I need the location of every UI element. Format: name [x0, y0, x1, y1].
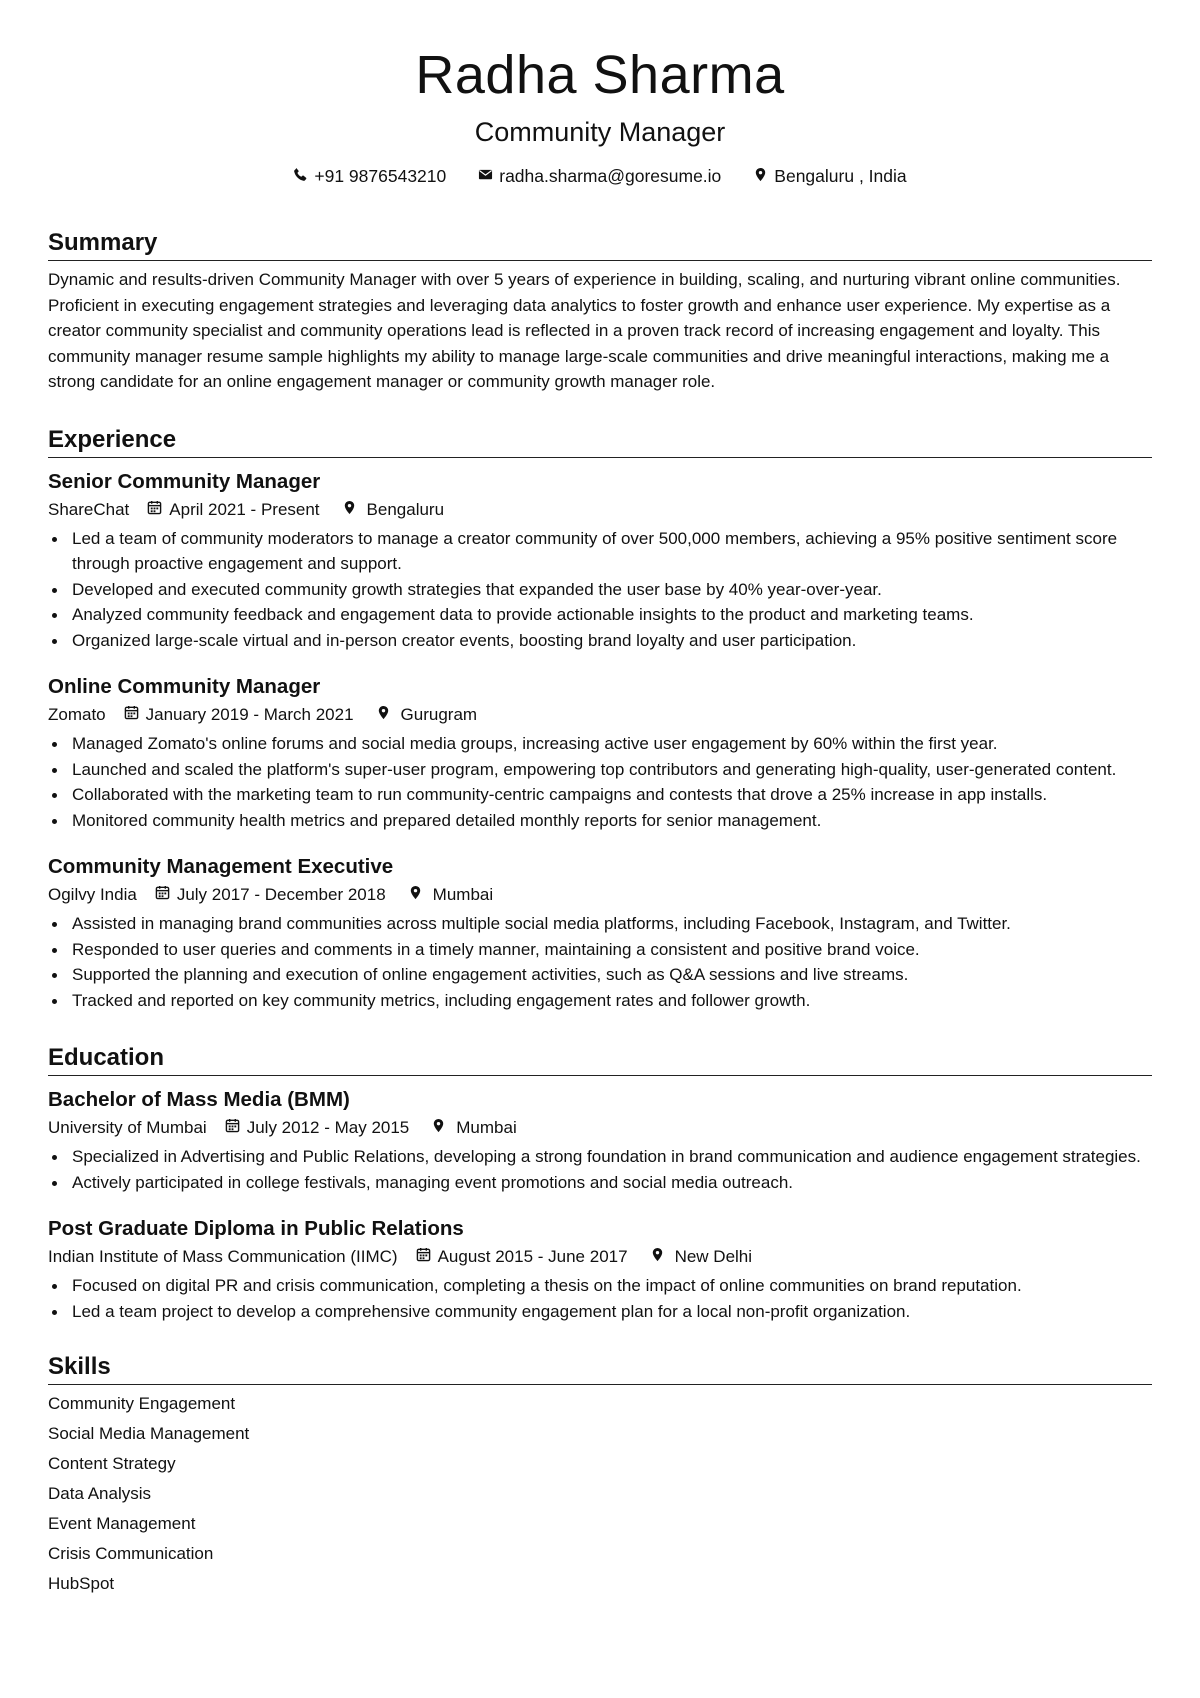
candidate-name: Radha Sharma: [415, 45, 785, 105]
envelope-icon: [478, 164, 493, 188]
company-name: Zomato: [48, 705, 106, 724]
date-range: July 2012 - May 2015: [246, 1118, 410, 1137]
institution-name: University of Mumbai: [48, 1118, 207, 1137]
section-heading-skills: Skills: [48, 1352, 1152, 1385]
contact-phone[interactable]: [293, 164, 446, 188]
education-entry: [48, 1086, 1152, 1195]
job-location: [376, 702, 478, 728]
map-pin-icon: [431, 1115, 446, 1141]
section-heading-education: Education: [48, 1043, 1152, 1076]
company-name: Ogilvy India: [48, 885, 137, 904]
location-text: Gurugram: [400, 705, 478, 724]
experience-entry: [48, 853, 1152, 1013]
list-item: Managed Zomato's online forums and social media groups, increasing active user engagement by 60% within the first year.: [48, 731, 1152, 757]
experience-entry: [48, 673, 1152, 833]
job-meta: [48, 882, 1152, 908]
list-item: Focused on digital PR and crisis communication, completing a thesis on the impact of online communities on brand reputation.: [48, 1273, 1152, 1299]
achievement-list: [48, 1273, 1152, 1324]
achievement-list: [48, 526, 1152, 654]
job-dates: [155, 882, 386, 908]
location-text: New Delhi: [674, 1247, 753, 1266]
education-section: [48, 1043, 1152, 1324]
list-item: Led a team project to develop a comprehensive community engagement plan for a local non-profit organization.: [48, 1299, 1152, 1325]
achievement-list: [48, 1144, 1152, 1195]
calendar-icon: [124, 702, 139, 728]
phone-number: +91 9876543210: [314, 166, 447, 186]
experience-entry: [48, 468, 1152, 654]
list-item: Specialized in Advertising and Public Relations, developing a strong foundation in brand communication and audience engagement strategies.: [48, 1144, 1152, 1170]
job-location: [408, 882, 493, 908]
date-range: April 2021 - Present: [169, 499, 320, 519]
skill-item: Social Media Management: [48, 1424, 250, 1443]
section-heading-experience: Experience: [48, 425, 1152, 458]
institution-name: Indian Institute of Mass Communication (IIMC): [48, 1247, 398, 1266]
job-location: [342, 497, 445, 523]
skills-list: [48, 1389, 1152, 1599]
list-item: Actively participated in college festivals, managing event promotions and social media outreach.: [48, 1170, 1152, 1196]
map-pin-icon: [376, 702, 391, 728]
list-item: Launched and scaled the platform's super-user program, empowering top contributors and generating high-quality, user-generated content.: [48, 757, 1152, 783]
location-text: Mumbai: [456, 1118, 517, 1137]
calendar-icon: [147, 497, 162, 523]
calendar-icon: [155, 882, 170, 908]
contact-email[interactable]: [478, 164, 721, 188]
skill-item: Community Engagement: [48, 1394, 236, 1413]
skill-item: HubSpot: [48, 1574, 115, 1593]
skills-section: [48, 1352, 1152, 1599]
list-item: Analyzed community feedback and engagement data to provide actionable insights to the product and marketing teams.: [48, 602, 1152, 628]
job-dates: [124, 702, 354, 728]
skill-item: Content Strategy: [48, 1454, 176, 1473]
list-item: Developed and executed community growth strategies that expanded the user base by 40% year-over-year.: [48, 577, 1152, 603]
achievement-list: [48, 911, 1152, 1013]
contact-location: [753, 164, 906, 188]
education-dates: [416, 1244, 628, 1270]
education-meta: [48, 1244, 1152, 1270]
calendar-icon: [225, 1115, 240, 1141]
list-item: Led a team of community moderators to manage a creator community of over 500,000 members, achieving a 95% positive sentiment score through proactive engagement and support.: [48, 526, 1152, 577]
list-item: Organized large-scale virtual and in-person creator events, boosting brand loyalty and user participation.: [48, 628, 1152, 654]
summary-section: [48, 228, 1152, 395]
map-pin-icon: [342, 497, 357, 523]
date-range: January 2019 - March 2021: [145, 705, 354, 724]
education-entry: [48, 1215, 1152, 1324]
email-address: radha.sharma@goresume.io: [499, 166, 722, 186]
job-title: Community Management Executive: [48, 855, 394, 878]
education-dates: [225, 1115, 410, 1141]
list-item: Responded to user queries and comments in a timely manner, maintaining a consistent and positive brand voice.: [48, 937, 1152, 963]
company-name: ShareChat: [48, 499, 130, 519]
degree-title: Bachelor of Mass Media (BMM): [48, 1088, 350, 1111]
job-title: Online Community Manager: [48, 675, 321, 698]
calendar-icon: [416, 1244, 431, 1270]
phone-icon: [293, 164, 308, 188]
list-item: Tracked and reported on key community metrics, including engagement rates and follower growth.: [48, 988, 1152, 1014]
list-item: Supported the planning and execution of online engagement activities, such as Q&A sessions and live streams.: [48, 962, 1152, 988]
job-meta: [48, 702, 1152, 728]
education-meta: [48, 1115, 1152, 1141]
resume-header: [48, 42, 1152, 188]
education-location: [650, 1244, 752, 1270]
map-pin-icon: [650, 1244, 665, 1270]
job-dates: [147, 497, 319, 523]
location-text: Bengaluru: [366, 499, 445, 519]
list-item: Assisted in managing brand communities across multiple social media platforms, including Facebook, Instagram, and Twitter.: [48, 911, 1152, 937]
location-text: Bengaluru , India: [774, 166, 907, 186]
skill-item: Crisis Communication: [48, 1544, 214, 1563]
contact-bar: [48, 164, 1152, 188]
candidate-title: Community Manager: [474, 117, 726, 147]
list-item: Collaborated with the marketing team to run community-centric campaigns and contests that drove a 25% increase in app installs.: [48, 782, 1152, 808]
map-pin-icon: [753, 164, 768, 188]
map-pin-icon: [408, 882, 423, 908]
skill-item: Data Analysis: [48, 1484, 151, 1503]
achievement-list: [48, 731, 1152, 833]
education-location: [431, 1115, 516, 1141]
date-range: July 2017 - December 2018: [176, 885, 386, 904]
job-meta: [48, 497, 1152, 523]
section-heading-summary: Summary: [48, 228, 1152, 261]
skill-item: Event Management: [48, 1514, 196, 1533]
experience-section: [48, 425, 1152, 1014]
location-text: Mumbai: [432, 885, 494, 904]
degree-title: Post Graduate Diploma in Public Relations: [48, 1217, 464, 1240]
summary-text: Dynamic and results-driven Community Manager with over 5 years of experience in building, scaling, and nurturing vibrant online communities. Proficient in executing engagement strategies and leveraging data analytics to foster growth and enhance user experience. My expertise as a creator community specialist and community operations lead is reflected in a proven track record of increasing engagement and loyalty. This community manager resume sample highlights my ability to manage large-scale communities and drive meaningful interactions, making me a strong candidate for an online engagement manager or community growth manager role.: [48, 270, 1121, 391]
job-title: Senior Community Manager: [48, 469, 321, 493]
date-range: August 2015 - June 2017: [437, 1247, 628, 1266]
list-item: Monitored community health metrics and prepared detailed monthly reports for senior management.: [48, 808, 1152, 834]
